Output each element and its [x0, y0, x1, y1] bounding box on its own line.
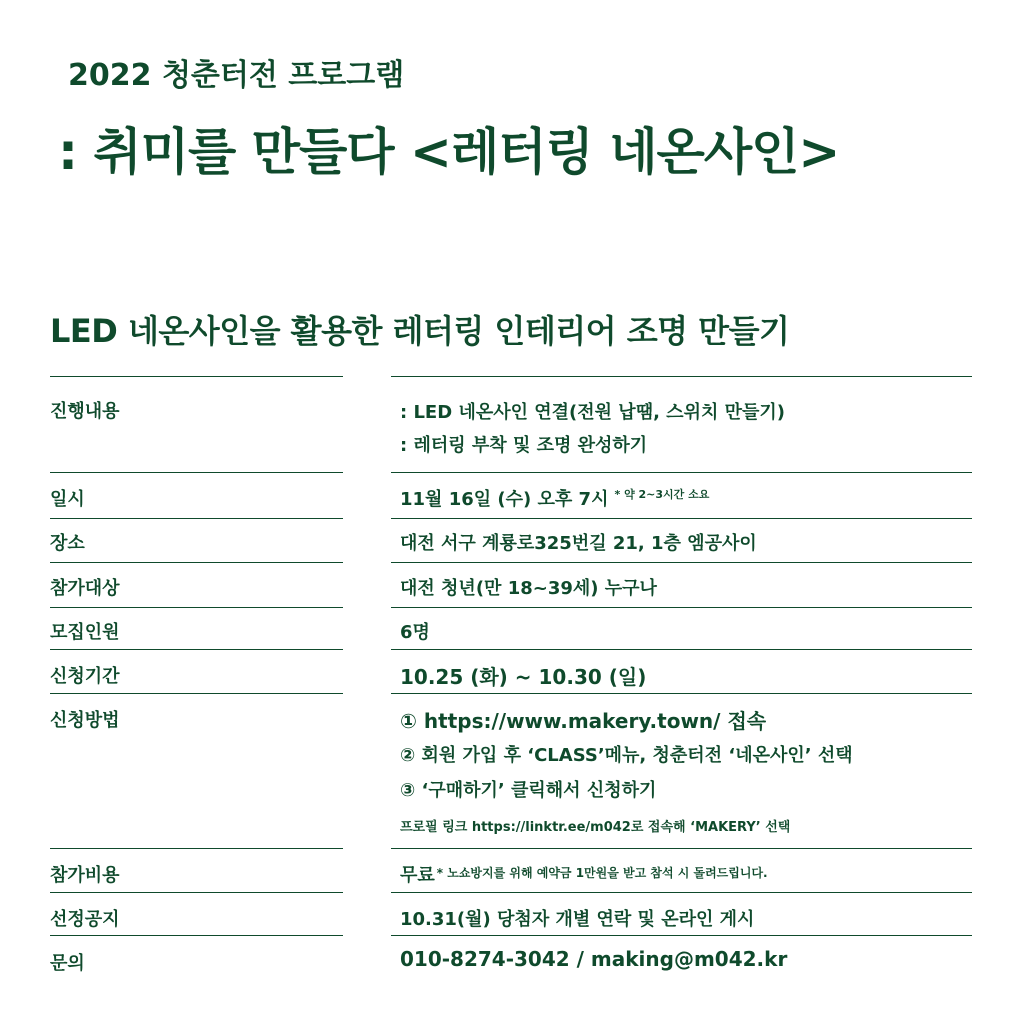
divider — [50, 935, 343, 936]
method-note: 프로필 링크 https://linktr.ee/m042로 접속해 ‘MAKERY’ 선택 — [400, 820, 791, 835]
method-step-3: ③ ‘구매하기’ 클릭해서 신청하기 — [400, 780, 657, 801]
divider — [391, 472, 972, 473]
divider — [50, 607, 343, 608]
method-step-1: ① https://www.makery.town/ 접속 — [400, 709, 767, 733]
content-line-1: : LED 네온사인 연결(전원 납땜, 스위치 만들기) — [400, 402, 786, 423]
divider — [391, 518, 972, 519]
duration-note: * 약 2~3시간 소요 — [614, 488, 710, 501]
divider — [391, 649, 972, 650]
target-label: 참가대상 — [50, 578, 120, 599]
target-value: 대전 청년(만 18~39세) 누구나 — [400, 578, 657, 599]
divider — [50, 472, 343, 473]
method-label: 신청방법 — [50, 710, 120, 731]
divider — [50, 376, 343, 377]
divider — [50, 693, 343, 694]
divider — [391, 562, 972, 563]
divider — [50, 562, 343, 563]
notice-label: 선정공지 — [50, 909, 120, 930]
divider — [50, 848, 343, 849]
divider — [391, 693, 972, 694]
contact-value: 010-8274-3042 / making@m042.kr — [400, 947, 788, 971]
capacity-value: 6명 — [400, 622, 430, 643]
content-line-2: : 레터링 부착 및 조명 완성하기 — [400, 435, 648, 456]
divider — [391, 935, 972, 936]
divider — [391, 892, 972, 893]
contact-label: 문의 — [50, 953, 85, 974]
place-value: 대전 서구 계룡로325번길 21, 1층 엠공사이 — [400, 533, 757, 554]
divider — [50, 649, 343, 650]
date-value: 11월 16일 (수) 오후 7시 $^{* 약 2\sim 3시간 소요}$ — [400, 488, 710, 510]
period-label: 신청기간 — [50, 666, 120, 687]
divider — [50, 892, 343, 893]
fee-label: 참가비용 — [50, 865, 120, 886]
divider — [391, 376, 972, 377]
divider — [50, 518, 343, 519]
fee-note: * 노쇼방지를 위해 예약금 1만원을 받고 참석 시 돌려드립니다. — [436, 866, 768, 880]
method-step-2: ② 회원 가입 후 ‘CLASS’메뉴, 청춘터전 ‘네온사인’ 선택 — [400, 745, 853, 766]
place-label: 장소 — [50, 533, 85, 554]
fee-value: 무료 $^{* 노쇼방지를 위해 예약금 1만원을 받고 참석 시 돌려드립니다.}$ — [400, 865, 768, 886]
notice-value: 10.31(월) 당첨자 개별 연락 및 온라인 게시 — [400, 909, 755, 930]
date-label: 일시 — [50, 489, 85, 510]
divider — [391, 848, 972, 849]
divider — [391, 607, 972, 608]
capacity-label: 모집인원 — [50, 622, 120, 643]
program-subtitle: LED 네온사인을 활용한 레터링 인테리어 조명 만들기 — [50, 312, 790, 350]
program-title: 2022 청춘터전 프로그램 — [68, 58, 405, 93]
program-headline: : 취미를 만들다 <레터링 네온사인> — [58, 123, 840, 181]
period-value: 10.25 (화) ~ 10.30 (일) — [400, 665, 647, 689]
content-label: 진행내용 — [50, 401, 120, 422]
